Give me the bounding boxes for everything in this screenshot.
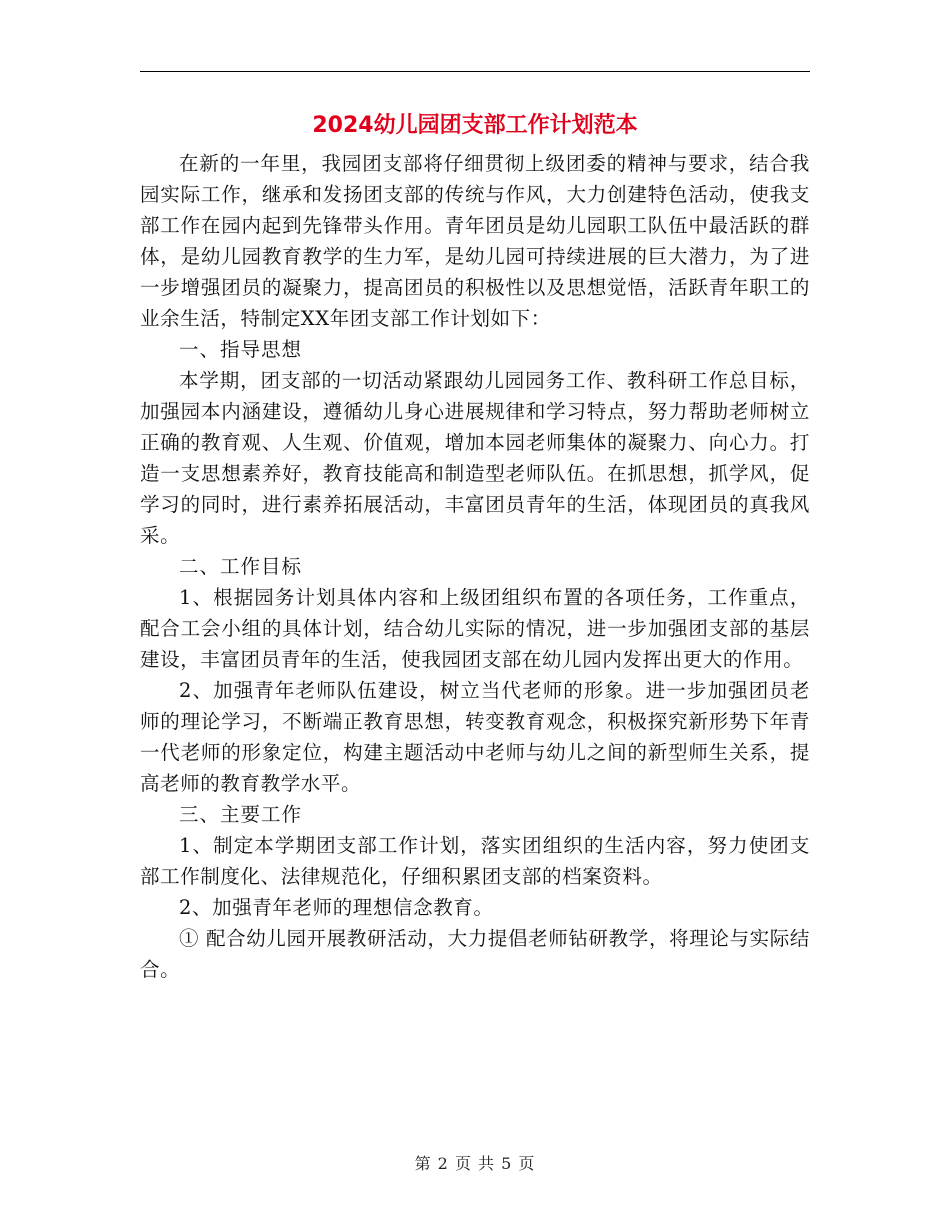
section-heading-main-work: 三、主要工作: [179, 803, 303, 826]
section-heading-work-goals: 二、工作目标: [179, 555, 303, 578]
work-goal-item-2: 2、加强青年老师队伍建设，树立当代老师的形象。进一步加强团员老师的理论学习，不断端正教育思想，转变教育观念，积极探究新形势下年青一代老师的形象定位，构建主题活动中老师与幼儿之间的新型师生关系，提高老师的教育教学水平。: [140, 679, 810, 795]
guiding-ideology-paragraph: 本学期，团支部的一切活动紧跟幼儿园园务工作、教科研工作总目标，加强园本内涵建设，遵循幼儿身心进展规律和学习特点，努力帮助老师树立正确的教育观、人生观、价值观，增加本园老师集体的凝聚力、向心力。打造一支思想素养好，教育技能高和制造型老师队伍。在抓思想，抓学风，促学习的同时，进行素养拓展活动，丰富团员青年的生活，体现团员的真我风采。: [140, 369, 810, 547]
page-footer: 第 2 页 共 5 页: [414, 1154, 536, 1173]
intro-paragraph: 在新的一年里，我园团支部将仔细贯彻上级团委的精神与要求，结合我园实际工作，继承和发扬团支部的传统与作风，大力创建特色活动，使我支部工作在园内起到先锋带头作用。青年团员是幼儿园职工队伍中最活跃的群体，是幼儿园教育教学的生力军，是幼儿园可持续进展的巨大潜力，为了进一步增强团员的凝聚力，提高团员的积极性以及思想觉悟，活跃青年职工的业余生活，特制定XX年团支部工作计划如下：: [140, 152, 810, 330]
header-rule: [140, 71, 810, 72]
main-work-item-1: 1、制定本学期团支部工作计划，落实团组织的生活内容，努力使团支部工作制度化、法律规范化，仔细积累团支部的档案资料。: [140, 834, 810, 888]
main-work-item-2: 2、加强青年老师的理想信念教育。: [179, 896, 494, 919]
main-work-subitem-1: ① 配合幼儿园开展教研活动，大力提倡老师钻研教学，将理论与实际结合。: [140, 927, 810, 981]
section-heading-guiding-ideology: 一、指导思想: [179, 338, 303, 361]
document-title: 2024幼儿园团支部工作计划范本: [312, 113, 638, 138]
work-goal-item-1: 1、根据园务计划具体内容和上级团组织布置的各项任务，工作重点，配合工会小组的具体计划，结合幼儿实际的情况，进一步加强团支部的基层建设，丰富团员青年的生活，使我园团支部在幼儿园内发挥出更大的作用。: [140, 586, 810, 671]
document-body: [140, 148, 810, 985]
